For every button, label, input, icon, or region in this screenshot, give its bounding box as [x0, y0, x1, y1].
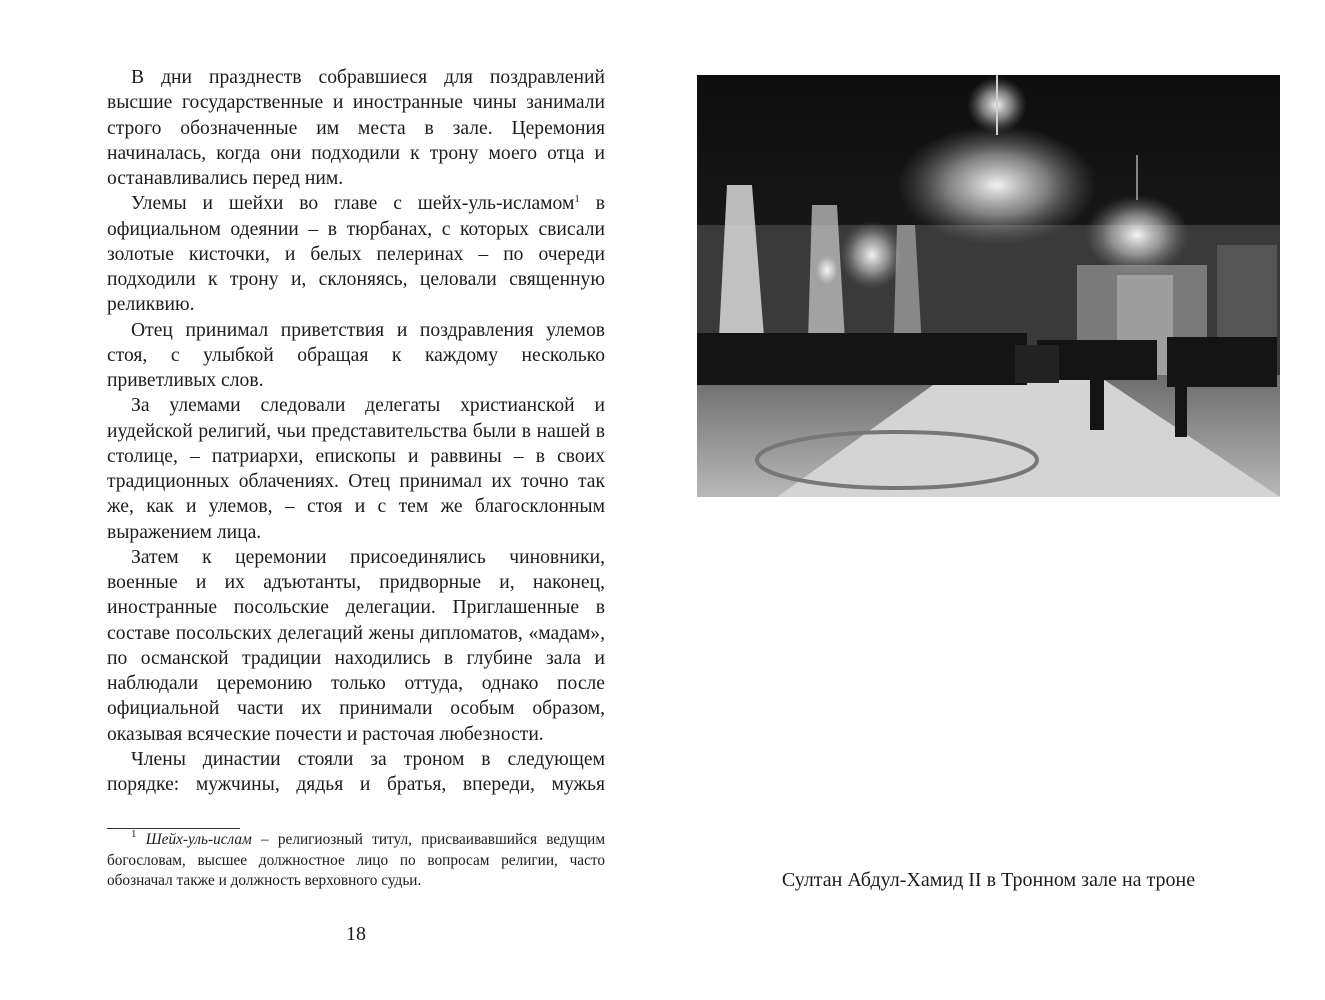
paragraph: Отец принимал приветствия и поздравления улемов стоя, с улыбкой обращая к каждому несколько приветливых слов. [107, 319, 605, 391]
paragraph: За улемами следовали делегаты христианской и иудейской религий, чьи представительства были в нашей в столице, – патриархи, епископы и раввины – в своих традиционных облачениях. Отец принимал их точно так же, как и улемов, – стоя и с тем же благосклонным выражением лица. [107, 395, 605, 543]
paragraph: Члены династии стояли за троном в следующем порядке: мужчины, дядья и братья, впереди, мужья [107, 748, 605, 795]
left-page [107, 65, 605, 965]
paragraph-text: в официальном одеянии – в тюрбанах, с которых свисали золотые кисточки, и белых пелеринах – по очереди подходили к трону и, склоняясь, целовали священную реликвию. [107, 193, 605, 316]
throne-hall-photo-illustration [697, 75, 1280, 497]
footnote-text: – религиозный титул, присваивавшийся ведущим богословам, высшее должностное лицо по вопросам религии, часто обозначал также и должность верховного судьи. [107, 831, 605, 889]
paragraph [107, 191, 605, 317]
footnote-divider [107, 828, 240, 829]
footnote-term: Шейх-уль-ислам [145, 831, 252, 848]
paragraph-text: Улемы и шейхи во главе с шейх-уль-исламом [131, 193, 575, 215]
paragraph: Затем к церемонии присоединялись чиновники, военные и их адъютанты, придворные и, наконец, иностранные посольские делегации. Приглашенные в составе посольских делегаций жены дипломатов, «мадам», по османской традиции находились в глубине зала и наблюдали церемонию только оттуда, однако после официальной части их принимали особым образом, оказывая всяческие почести и расточая любезности. [107, 546, 605, 745]
body-text [107, 65, 605, 797]
footnote-marker: 1 [131, 828, 137, 840]
photo-caption: Султан Абдул-Хамид II в Тронном зале на троне [781, 869, 1196, 891]
page-number: 18 [346, 923, 366, 945]
paragraph: В дни празднеств собравшиеся для поздравлений высшие государственные и иностранные чины занимали строго обозначенные им места в зале. Церемония начиналась, когда они подходили к трону моего отца и останавливались перед ним. [107, 67, 605, 189]
footnote [107, 830, 605, 892]
throne-hall-photo [697, 75, 1280, 497]
footnote-reference[interactable]: 1 [574, 193, 580, 206]
